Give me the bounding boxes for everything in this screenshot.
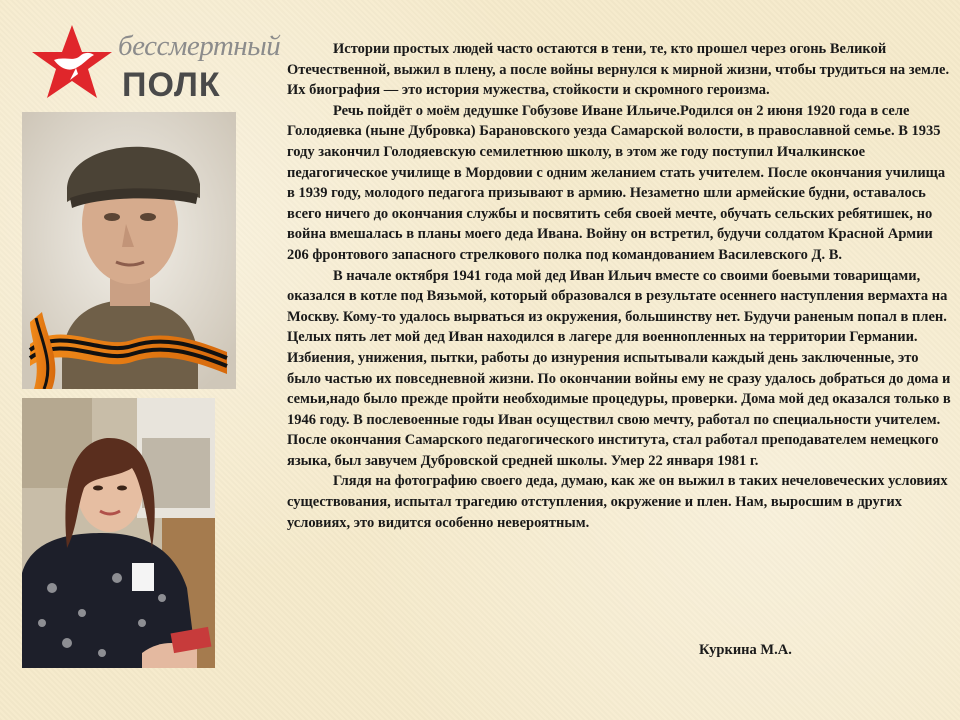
paragraph-reflection: Глядя на фотографию своего деда, думаю, как же он выжил в таких нечеловеческих условиях существования, испытал трагедию отступления, окружение и плен. Нам, выросшим в других условиях, это видится особенно невероятным. xyxy=(287,473,948,531)
author-signature: Куркина М.А. xyxy=(699,642,792,658)
paragraph-intro: Истории простых людей часто остаются в тени, те, кто прошел через огонь Великой Отечественной, выжил в плену, а после войны вернулся к мирной жизни, чтобы трудиться на земле. Их биография — это история мужества, стойкости и скромного героизма. xyxy=(287,41,950,99)
red-star-icon xyxy=(30,22,120,102)
author-portrait-photo xyxy=(22,398,215,668)
soldier-portrait-photo xyxy=(22,112,236,389)
paragraph-war: В начале октября 1941 года мой дед Иван Ильич вместе со своими боевыми товарищами, оказался в котле под Вязьмой, который образовался в результате осеннего наступления вермахта на Москву. Кому-то удалось вырваться из окружения, большинству нет. Будучи раненым попал в плен. Целых пять лет мой дед Иван находился в лагере для военнопленных на территории Германии. Избиения, унижения, пытки, работы до изнурения испытывали каждый день заключенные, это было частью их повседневной жизни. По окончании войны ему не сразу удалось добраться до дома и семьи,надо было прежде пройти необходимые процедуры, проверки. Дома мой дед оказался только в 1946 году. В послевоенные годы Иван осуществил свою мечту, работал по специальности учителем. После окончания Самарского педагогического института, стал работал преподавателем немецкого языка, был завучем Дубровской средней школы. Умер 22 января 1981 г. xyxy=(287,267,951,469)
immortal-regiment-logo xyxy=(30,22,290,108)
biography-text xyxy=(287,39,955,533)
logo-text-line1: бессмертный xyxy=(118,30,281,62)
paragraph-early-life: Речь пойдёт о моём дедушке Гобузове Иване Ильиче.Родился он 2 июня 1920 года в селе Голодяевка (ныне Дубровка) Барановского уезда Самарской волости, в православной семье. В 1935 году закончил Голодяевскую семилетнюю школу, в этом же году поступил Ичалкинское педагогическое училище в Мордовии с одним желанием стать учителем. После окончания училища в 1939 году, молодого педагога призывают в армию. Незаметно шли армейские будни, оставалось всего ничего до окончания службы и посвятить себя своей мечте, обучать сельских ребятишек, но война вмешалась в планы моего деда Ивана. Войну он встретил, будучи солдатом Красной Армии 206 фронтового запасного стрелкового полка под командованием Василевского Д. В. xyxy=(287,102,946,263)
logo-text-line2: ПОЛК xyxy=(122,66,221,104)
